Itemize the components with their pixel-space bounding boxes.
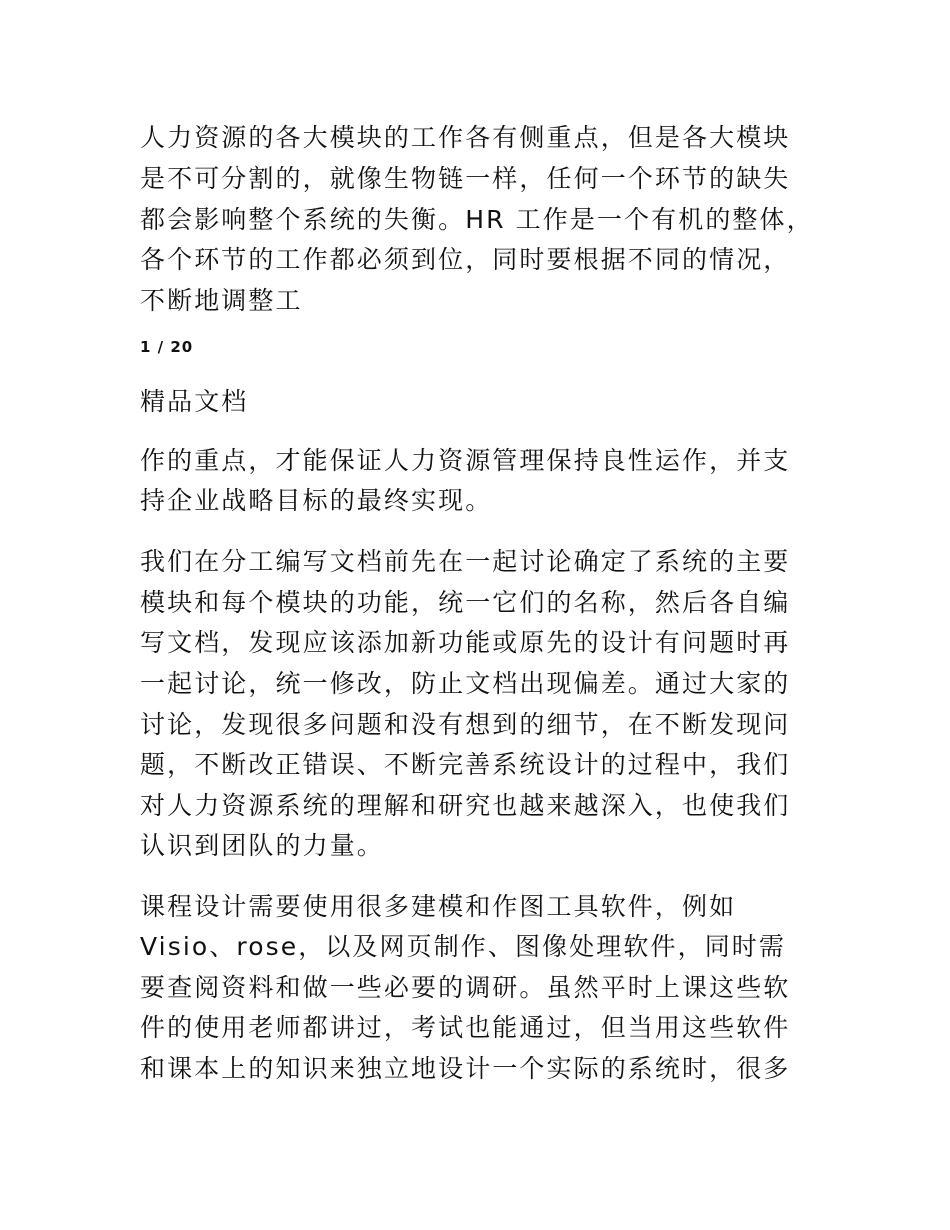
- paragraph-1-line-2: 是不可分割的，就像生物链一样，任何一个环节的缺失: [140, 164, 791, 193]
- page-number: 1 / 20: [140, 338, 194, 356]
- paragraph-2-line-1: 作的重点，才能保证人力资源管理保持良性运作，并支: [140, 446, 791, 475]
- paragraph-3-line-5: 讨论，发现很多问题和没有想到的细节，在不断发现问: [140, 710, 791, 739]
- paragraph-3-line-3: 写文档，发现应该添加新功能或原先的设计有问题时再: [140, 628, 791, 657]
- paragraph-3-line-4: 一起讨论，统一修改，防止文档出现偏差。通过大家的: [140, 669, 791, 698]
- paragraph-4-line-3: 要查阅资料和做一些必要的调研。虽然平时上课这些软: [140, 973, 791, 1002]
- paragraph-4-line-1: 课程设计需要使用很多建模和作图工具软件，例如: [140, 892, 737, 921]
- paragraph-2-line-2: 持企业战略目标的最终实现。: [140, 486, 493, 515]
- paragraph-4-line-2: Visio、rose，以及网页制作、图像处理软件，同时需: [140, 932, 786, 961]
- page-header: 精品文档: [140, 387, 249, 416]
- paragraph-1-line-4: 各个环节的工作都必须到位，同时要根据不同的情况，: [140, 245, 791, 274]
- paragraph-1-line-3: 都会影响整个系统的失衡。HR 工作是一个有机的整体，: [140, 205, 814, 234]
- paragraph-3-line-8: 认识到团队的力量。: [140, 831, 384, 860]
- paragraph-3-line-1: 我们在分工编写文档前先在一起讨论确定了系统的主要: [140, 547, 791, 576]
- paragraph-4-line-4: 件的使用老师都讲过，考试也能通过，但当用这些软件: [140, 1013, 791, 1042]
- paragraph-1-line-5: 不断地调整工: [140, 286, 303, 315]
- paragraph-1-line-1: 人力资源的各大模块的工作各有侧重点，但是各大模块: [140, 123, 791, 152]
- paragraph-4-line-5: 和课本上的知识来独立地设计一个实际的系统时，很多: [140, 1054, 791, 1083]
- paragraph-3-line-7: 对人力资源系统的理解和研究也越来越深入，也使我们: [140, 791, 791, 820]
- paragraph-3-line-2: 模块和每个模块的功能，统一它们的名称，然后各自编: [140, 588, 791, 617]
- paragraph-3-line-6: 题，不断改正错误、不断完善系统设计的过程中，我们: [140, 750, 791, 779]
